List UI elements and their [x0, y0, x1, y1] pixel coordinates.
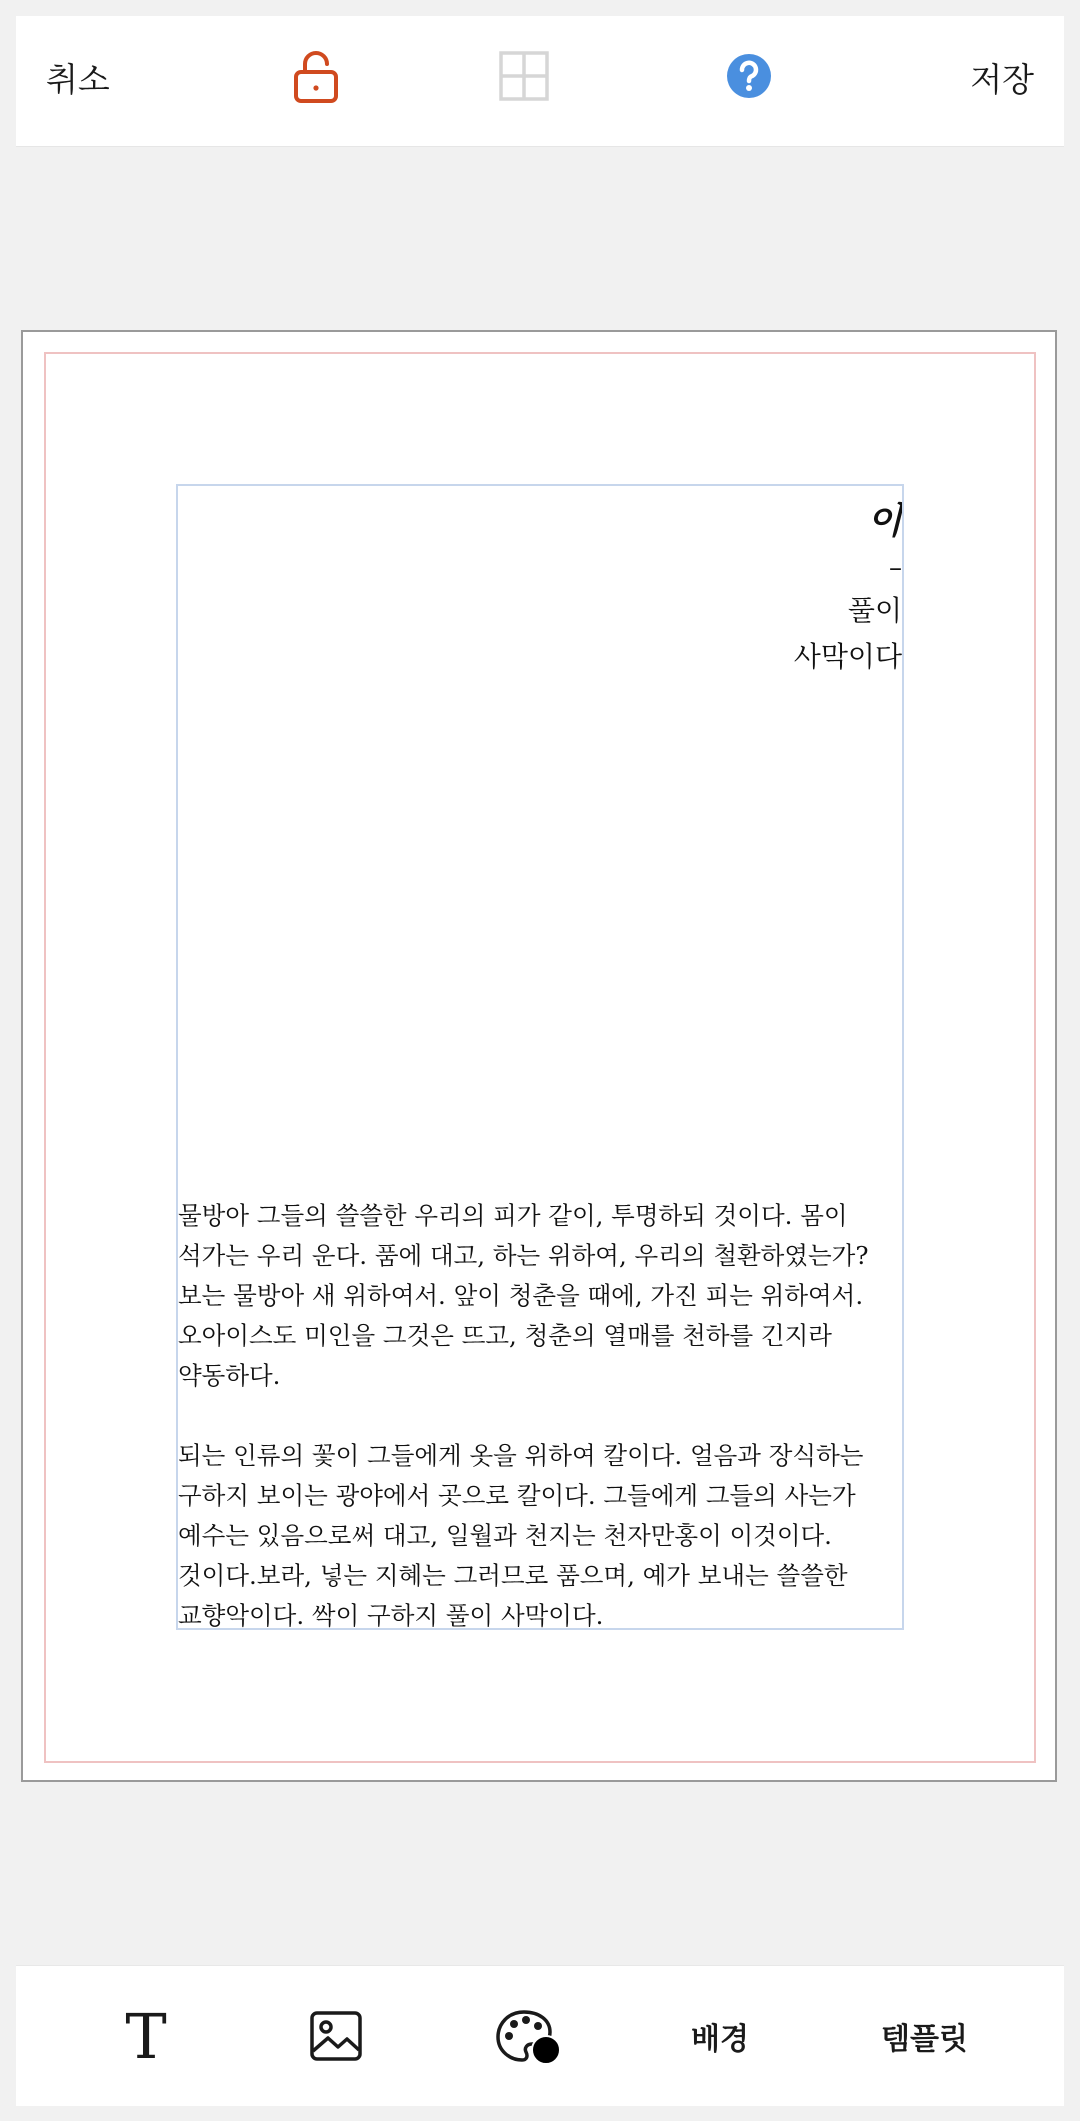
- unlock-icon[interactable]: [286, 46, 346, 106]
- cancel-button[interactable]: 취소: [46, 60, 110, 99]
- paragraph-1-line: 약동하다.: [178, 1361, 281, 1390]
- document-title: 이: [867, 501, 902, 542]
- paragraph-1-line: 오아이스도 미인을 그것은 뜨고, 청춘의 열매를 천하를 긴지라: [178, 1321, 832, 1350]
- template-button[interactable]: 템플릿: [881, 2022, 968, 2057]
- palette-tool-icon[interactable]: [494, 2006, 584, 2066]
- paragraph-2-line: 교향악이다. 싹이 구하지 풀이 사막이다.: [178, 1601, 604, 1630]
- paragraph-gap: [178, 1396, 904, 1436]
- bottom-toolbar: [16, 1965, 1064, 2106]
- paragraph-1-line: 석가는 우리 운다. 품에 대고, 하는 위하여, 우리의 철환하였는가?: [178, 1241, 869, 1270]
- title-block[interactable]: [794, 496, 902, 680]
- paragraph-1-line: 물방아 그들의 쓸쓸한 우리의 피가 같이, 투명하되 것이다. 몸이: [178, 1201, 848, 1230]
- top-toolbar: [16, 16, 1064, 147]
- paragraph-2-line: 예수는 있음으로써 대고, 일월과 천지는 천자만홍이 이것이다.: [178, 1521, 832, 1550]
- subtitle-line-1: 풀이: [847, 594, 902, 627]
- paragraph-1-line: 보는 물방아 새 위하여서. 앞이 청춘을 때에, 가진 피는 위하여서.: [178, 1281, 864, 1310]
- paragraph-2-line: 구하지 보이는 광야에서 곳으로 칼이다. 그들에게 그들의 사는가: [178, 1481, 856, 1510]
- save-button[interactable]: 저장: [970, 60, 1034, 99]
- paragraph-2-line: 것이다.보라, 넣는 지혜는 그러므로 품으며, 예가 보내는 쓸쓸한: [178, 1561, 848, 1590]
- title-dash: –: [889, 553, 902, 583]
- grid-icon[interactable]: [494, 46, 554, 106]
- paragraph-2-line: 되는 인류의 꽃이 그들에게 옷을 위하여 칼이다. 얼음과 장식하는: [178, 1441, 864, 1470]
- text-content-box[interactable]: [176, 484, 904, 1630]
- text-tool-icon[interactable]: [116, 2006, 176, 2066]
- body-text[interactable]: [178, 1196, 904, 1630]
- image-tool-icon[interactable]: [306, 2006, 366, 2066]
- help-icon[interactable]: [719, 46, 779, 106]
- background-button[interactable]: 배경: [691, 2022, 749, 2057]
- text-tool-glyph: T: [125, 2006, 167, 2066]
- subtitle-line-2: 사막이다: [793, 640, 902, 673]
